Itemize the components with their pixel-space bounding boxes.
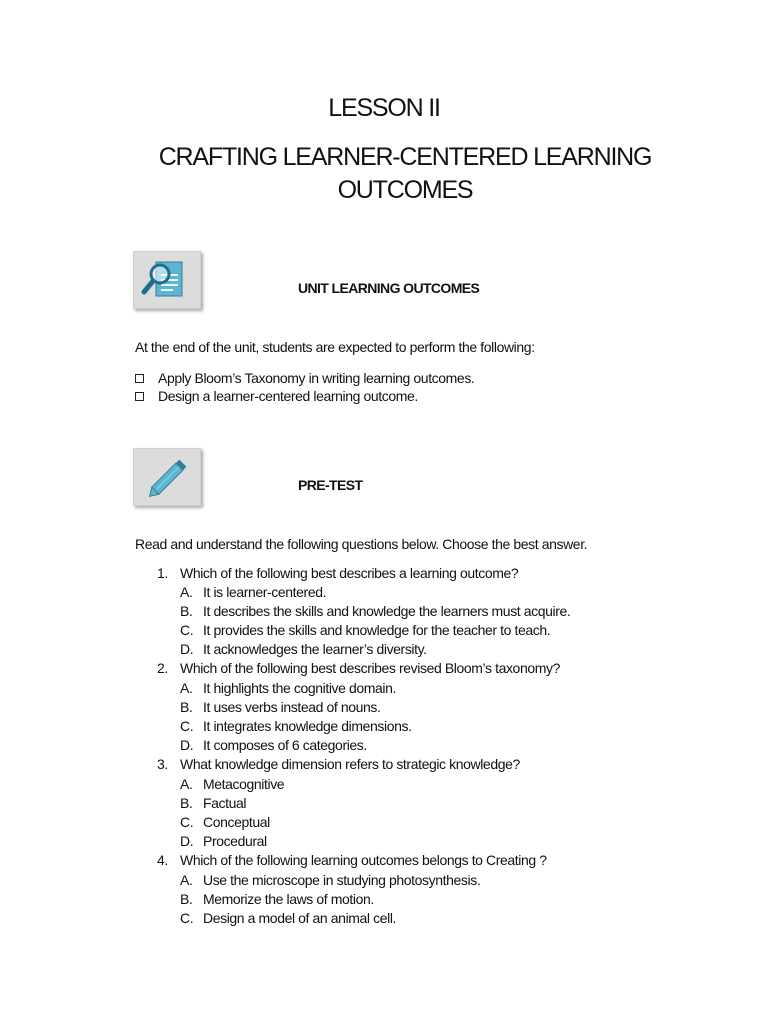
option-letter: B. <box>180 795 193 811</box>
option-letter: A. <box>180 680 193 696</box>
option-letter: A. <box>180 776 193 792</box>
option-text: It highlights the cognitive domain. <box>203 680 397 696</box>
option-letter: B. <box>180 891 193 907</box>
question-number: 4. <box>157 852 168 868</box>
lesson-title: LESSON II <box>328 94 440 122</box>
question-number: 2. <box>157 660 168 676</box>
pre-test-instructions: Read and understand the following questions below. Choose the best answer. <box>135 536 588 552</box>
option-text: Conceptual <box>203 814 270 830</box>
option-text: Use the microscope in studying photosynthesis. <box>203 872 481 888</box>
option-text: It is learner-centered. <box>203 584 327 600</box>
option-text: It composes of 6 categories. <box>203 737 367 753</box>
question-number: 3. <box>157 756 168 772</box>
option-text: It uses verbs instead of nouns. <box>203 699 381 715</box>
magnifier-document-icon <box>133 251 201 309</box>
option-letter: D. <box>180 641 194 657</box>
option-letter: D. <box>180 833 194 849</box>
option-letter: C. <box>180 622 194 638</box>
question-text: Which of the following best describes a learning outcome? <box>180 565 519 581</box>
option-letter: A. <box>180 584 193 600</box>
question-text: Which of the following best describes revised Bloom’s taxonomy? <box>180 660 560 676</box>
list-item <box>135 370 474 386</box>
unit-intro-text: At the end of the unit, students are expected to perform the following: <box>135 339 535 355</box>
option-letter: D. <box>180 737 194 753</box>
option-letter: C. <box>180 910 194 926</box>
unit-learning-outcomes-heading: UNIT LEARNING OUTCOMES <box>298 280 480 296</box>
page-title: CRAFTING LEARNER-CENTERED LEARNING OUTCOMES <box>158 143 652 204</box>
option-text: Memorize the laws of motion. <box>203 891 374 907</box>
option-text: It describes the skills and knowledge the learners must acquire. <box>203 603 571 619</box>
bullet-text: Apply Bloom’s Taxonomy in writing learning outcomes. <box>158 370 475 386</box>
option-text: It acknowledges the learner’s diversity. <box>203 641 427 657</box>
option-text: It provides the skills and knowledge for the teacher to teach. <box>203 622 551 638</box>
option-letter: B. <box>180 603 193 619</box>
option-text: Metacognitive <box>203 776 285 792</box>
question-text: Which of the following learning outcomes belongs to Creating ? <box>180 852 547 868</box>
pre-test-heading: PRE-TEST <box>298 477 363 493</box>
question-number: 1. <box>157 565 168 581</box>
list-item <box>135 388 418 404</box>
option-text: Factual <box>203 795 247 811</box>
question-text: What knowledge dimension refers to strategic knowledge? <box>180 756 520 772</box>
option-letter: B. <box>180 699 193 715</box>
checkbox-bullet-icon <box>135 392 144 401</box>
option-text: It integrates knowledge dimensions. <box>203 718 412 734</box>
option-text: Procedural <box>203 833 267 849</box>
bullet-text: Design a learner-centered learning outcome. <box>158 388 418 404</box>
option-letter: C. <box>180 718 194 734</box>
pencil-icon <box>133 448 201 506</box>
option-letter: A. <box>180 872 193 888</box>
checkbox-bullet-icon <box>135 374 144 383</box>
option-letter: C. <box>180 814 194 830</box>
option-text: Design a model of an animal cell. <box>203 910 397 926</box>
